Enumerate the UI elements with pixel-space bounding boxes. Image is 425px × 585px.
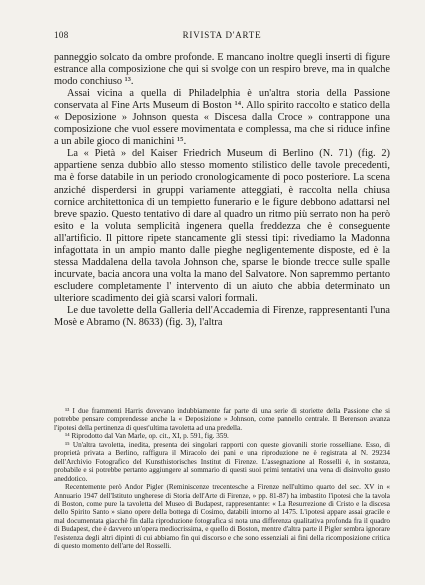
footnote: ¹⁵ Un'altra tavoletta, inedita, presenta dei singolari rapporti con queste giovanili storie rosselliane. Esso, di proprietà privata a Berlino, raffigura il Miracolo dei pani e una riproduzione ne è registrata al N. 29234 dell'Archivio Fotografico del Kunsthistorisches Institut di Firenze. L'assegnazione al Rosselli è, in sostanza, probabile e si potrebbe pertanto aggiungere al sommario di questi suoi primi tentativi una vena di disinvolto gusto aneddotico.: [54, 441, 390, 483]
main-text: [54, 52, 390, 329]
page-number: 108: [54, 30, 69, 40]
paragraph: Assai vicina a quella di Philadelphia è un'altra storia della Passione conservata al Fine Arts Museum di Boston ¹⁴. Allo spirito raccolto e statico della « Deposizione » Johnson questa « Discesa dalla Croce » contrappone una composizione che vuol essere movimentata e complessa, ma che si riduce infine a un abile gioco di manichini ¹⁵.: [54, 88, 390, 148]
paragraph: panneggio solcato da ombre profonde. E mancano inoltre quegli inserti di figure estrance alla composizione che qui si svolge con un respiro breve, ma in qualche modo conchiuso ¹³.: [54, 52, 390, 88]
footnote: Recentemente però Andor Pigler (Reminiscenze trecentesche a Firenze nell'ultimo quarto del sec. XV in « Annuario 1947 dell'Istituto ungherese di Storia dell'Arte di Firenze, » pp. 81-87) ha imbastito l'ipotesi che la tavola di Boston, come pure la tavoletta del Museo di Budapest, rappresentante: « La Resurrezione di Cristo e la discesa dello Spirito Santo » siano opere della bottega di Cosimo, databili intorno al 1475. L'ipotesi appare assai gracile e mal documentata giacchè fin dalla riproduzione fotografica si nota una differenza qualitativa profonda fra il quadro di Budapest, che è davvero un'opera mediocrissima, e quello di Boston, mentre d'altra parte il Pigler sembra ignorare l'esistenza degli altri dipinti di cui abbiamo fin qui discorso e che sono essenziali ai fini della ricomposizione critica di questo momento dell'arte del Rosselli.: [54, 483, 390, 551]
running-title: RIVISTA D'ARTE: [182, 30, 262, 40]
footnotes: [54, 407, 390, 551]
footnote: ¹³ I due frammenti Harris dovevano indubbiamente far parte di una serie di storiette della Passione che si potrebbe pensare comprendesse anche la « Deposizione » Johnson, come pannello centrale. Il Berenson avanza l'ipotesi della pertinenza di quest'ultima tavoletta ad una predella.: [54, 407, 390, 432]
running-header: [54, 30, 390, 42]
footnote: ¹⁴ Riprodotto dal Van Marle, op. cit., XI, p. 591, fig. 359.: [65, 432, 229, 441]
paragraph: Le due tavolette della Galleria dell'Accademia di Firenze, rappresentanti l'una Mosè e Abramo (N. 8633) (fig. 3), l'altra: [54, 304, 390, 329]
paragraph: La « Pietà » del Kaiser Friedrich Museum di Berlino (N. 71) (fig. 2) appartiene senza dubbio allo stesso momento stilistico delle tavole precedenti, ma è forse databile in un periodo cronologicamente di poco posteriore. La scena anziché disperdersi in gruppi variamente atteggiati, è raccolta nella chiusa cornice architettonica di un tempietto funerario e le figure debbono adattarsi nel breve spazio. Questo tentativo di dare al quadro un ritmo più serrato non ha però esito e la voluta semplicità ingenera quella freddezza che è conseguente all'artificio. Il pittore ripete stancamente gli stessi tipi: rivediamo la Madonna infagottata in un ampio manto dalle pieghe negligentemente disposte, ed è la stessa Maddalena della tavola Johnson che, sparse le bionde trecce sulle spalle incurvate, bacia ancora una volta la mano del Salvatore. Non sapremmo pertanto escludere completamente l' intervento di un aiuto che abbia determinato un ulteriore scadimento dei già scarsi valori formali.: [54, 148, 390, 304]
